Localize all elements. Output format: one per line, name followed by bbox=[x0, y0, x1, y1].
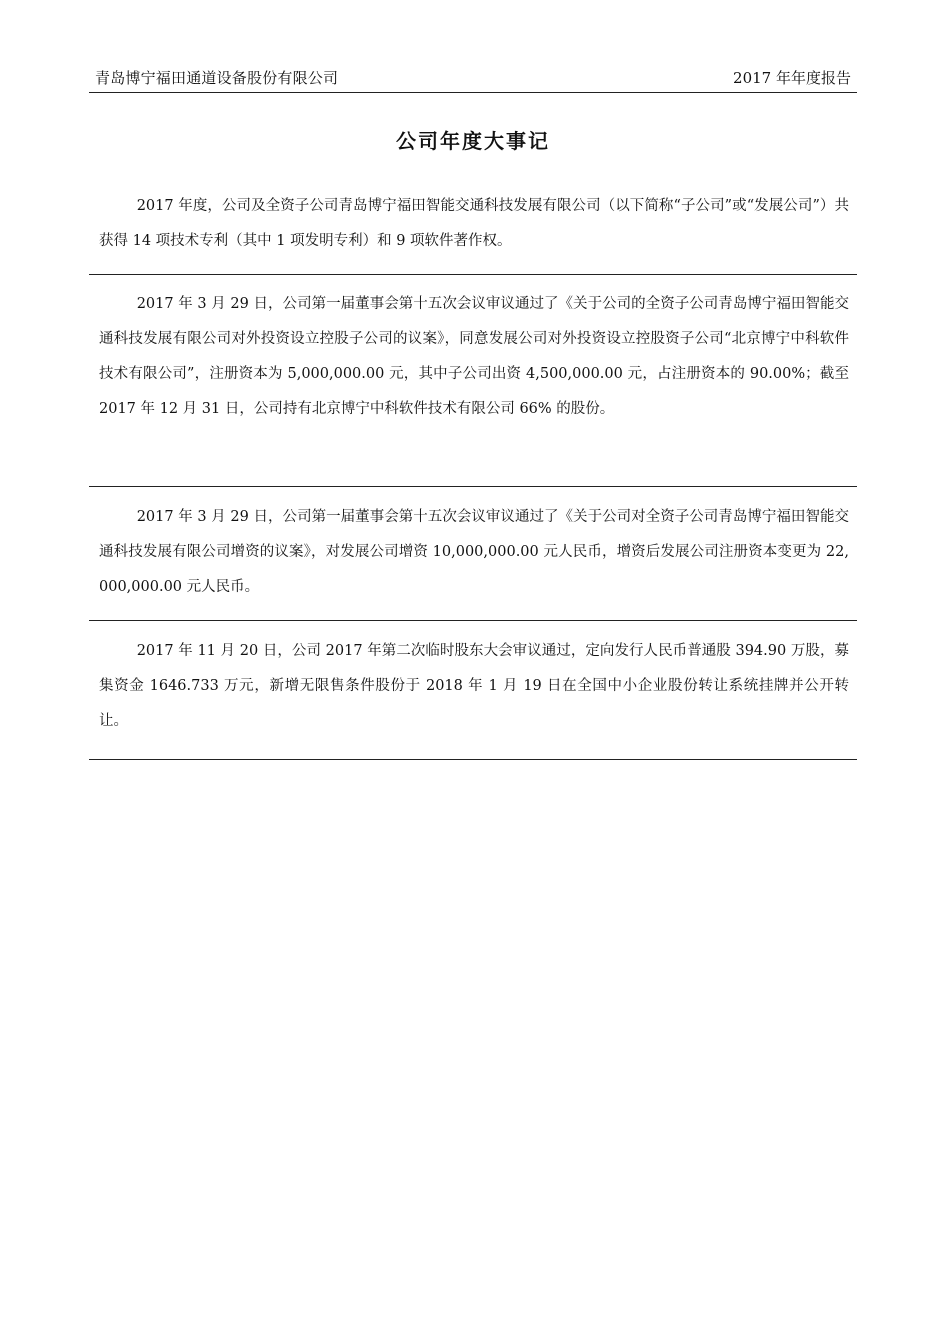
event-text: 2017 年度，公司及全资子公司青岛博宁福田智能交通科技发展有限公司（以下简称“子公司”或“发展公司”）共获得 14 项技术专利（其中 1 项发明专利）和 9 项软件著作权。 bbox=[99, 198, 849, 249]
event-text: 2017 年 11 月 20 日，公司 2017 年第二次临时股东大会审议通过，定向发行人民币普通股 394.90 万股，募集资金 1646.733 万元，新增无限售条件股份于 2018 年 1 月 19 日在全国中小企业股份转让系统挂牌并公开转让。 bbox=[99, 643, 849, 729]
header-company-name: 青岛博宁福田通道设备股份有限公司 bbox=[95, 69, 339, 87]
event-entry bbox=[89, 500, 857, 621]
event-entry bbox=[89, 634, 857, 760]
header-report-name: 2017 年年度报告 bbox=[733, 69, 851, 87]
page-title: 公司年度大事记 bbox=[396, 129, 550, 153]
event-text: 2017 年 3 月 29 日，公司第一届董事会第十五次会议审议通过了《关于公司对全资子公司青岛博宁福田智能交通科技发展有限公司增资的议案》，对发展公司增资 10,000,000.00 元人民币，增资后发展公司注册资本变更为 22,000,000.00 元人民币。 bbox=[99, 509, 849, 595]
event-entry bbox=[89, 287, 857, 487]
event-text: 2017 年 3 月 29 日，公司第一届董事会第十五次会议审议通过了《关于公司的全资子公司青岛博宁福田智能交通科技发展有限公司对外投资设立控股子公司的议案》，同意发展公司对外投资设立控股资子公司“北京博宁中科软件技术有限公司”，注册资本为 5,000,000.00 元，其中子公司出资 4,500,000.00 元，占注册资本的 90.00%；截至 2017 年 12 月 31 日，公司持有北京博宁中科软件技术有限公司 66% 的股份。 bbox=[99, 296, 849, 417]
event-entry bbox=[89, 189, 857, 275]
page-header bbox=[89, 68, 857, 93]
